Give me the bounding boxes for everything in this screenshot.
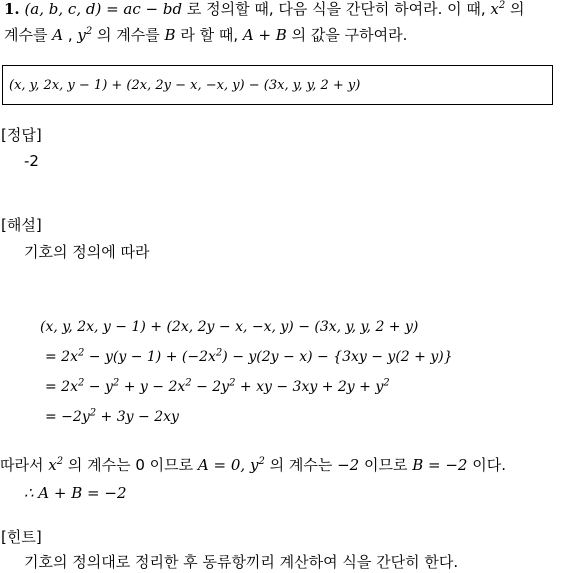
problem-text: 의 계수를 xyxy=(92,26,165,44)
answer-label: [정답] xyxy=(1,126,42,144)
expression-box xyxy=(2,65,553,105)
x-squared-term: $x^2$ xyxy=(48,456,64,474)
problem-text: , xyxy=(63,26,78,44)
definition-formula: (a, b, c, d) = ac − bd xyxy=(24,0,183,18)
hint-label: [힌트] xyxy=(1,528,42,546)
derivation-step-2: = $2x^2 - y(y - 1) + (-2x^2) - y(2y - x) - \{3xy - y(2 + y)\}$ xyxy=(45,347,453,365)
expression: (x, y, 2x, y − 1) + (2x, 2y − x, −x, y) − (3x, y, y, 2 + y) xyxy=(9,78,361,93)
problem-text: 의 값을 구하여라. xyxy=(286,26,408,44)
problem-text: 계수를 xyxy=(4,26,53,44)
explanation-intro: 기호의 정의에 따라 xyxy=(24,243,150,261)
problem-text: 라 할 때, xyxy=(175,26,243,44)
conclusion-line: 따라서 $x^2$ 의 계수는 0 이므로 A = 0, $y^2$ 의 계수는 −2 이므로 B = −2 이다. xyxy=(0,456,506,474)
derivation-step-1: (x, y, 2x, y − 1) + (2x, 2y − x, −x, y) − (3x, y, y, 2 + y) xyxy=(40,319,419,335)
final-result: ∴ A + B = −2 xyxy=(24,484,127,502)
derivation-step-3: = $2x^2 - y^2 + y - 2x^2 - 2y^2$ + xy − $3xy + 2y + y^2$ xyxy=(45,377,390,395)
variable-a: A xyxy=(52,26,64,44)
y-squared-term: $y^2$ xyxy=(77,26,93,44)
problem-statement-line-2 xyxy=(4,28,407,43)
derivation-step-4: = $-2y^2 + 3y - 2xy$ xyxy=(45,407,179,425)
problem-statement-line-1 xyxy=(4,2,525,17)
variable-b: B xyxy=(164,26,176,44)
hint-text: 기호의 정의대로 정리한 후 동류항끼리 계산하여 식을 간단히 한다. xyxy=(24,553,459,571)
question-number: 1. xyxy=(4,0,20,18)
answer-value: -2 xyxy=(24,152,39,170)
x-squared-term: $x^2$ xyxy=(490,0,506,18)
problem-text: 의 xyxy=(505,0,525,18)
y-squared-term: $y^2$ xyxy=(249,456,265,474)
sum-expression: A + B xyxy=(242,26,287,44)
problem-text: 로 정의할 때, 다음 식을 간단히 하여라. 이 때, xyxy=(182,0,491,18)
explanation-label: [해설] xyxy=(1,216,42,234)
